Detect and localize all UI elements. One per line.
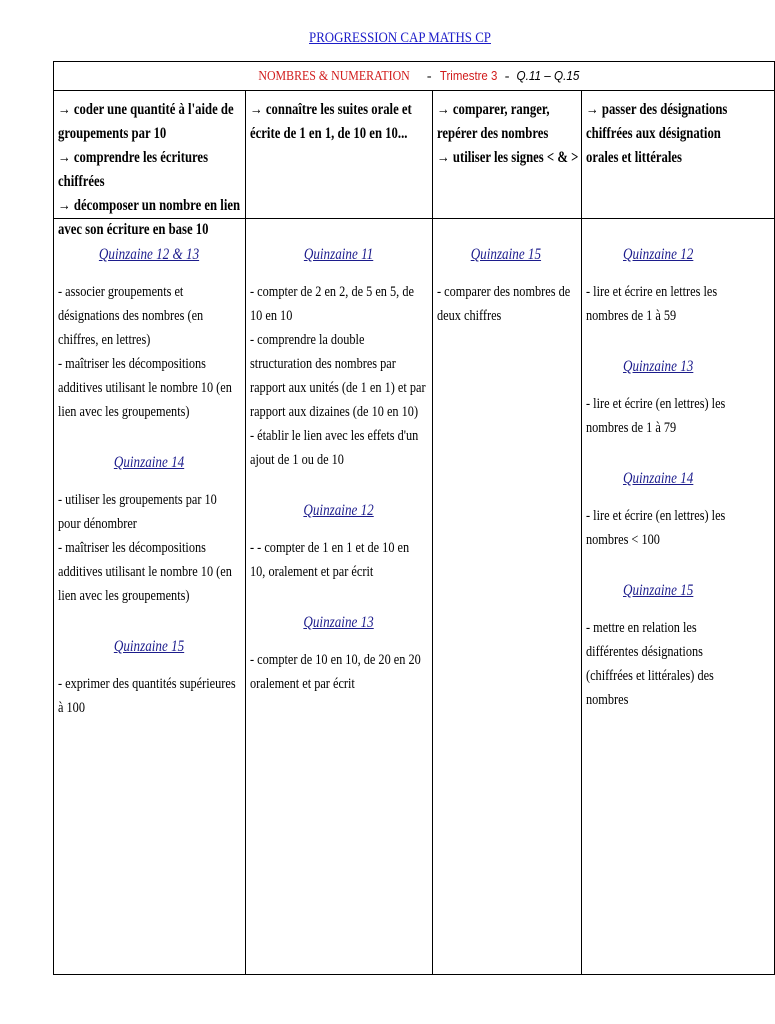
quinzaine-title: Quinzaine 15 [470, 246, 542, 263]
theme-label: NOMBRES & NUMERATION [258, 69, 410, 84]
progression-table [53, 61, 775, 975]
objectives-cell [437, 98, 579, 216]
quinzaine-block [250, 612, 427, 696]
quinzaine-block [586, 580, 730, 712]
content-cell [250, 244, 430, 969]
column-divider-2 [432, 90, 433, 975]
activity-item: - compter de 2 en 2, de 5 en 5, de 10 en 10 [250, 284, 414, 324]
quinzaine-title: Quinzaine 12 [303, 502, 374, 519]
content-cell [437, 244, 579, 969]
objectives-cell [250, 98, 430, 216]
activity-item: - établir le lien avec les effets d'un ajout de 1 ou de 10 [250, 428, 419, 468]
activity-item: - - compter de 1 en 1 et de 10 en 10, oralement et par écrit [250, 540, 410, 580]
objective-text: → comparer, ranger, repérer des nombres [437, 101, 550, 142]
document-title[interactable]: PROGRESSION CAP MATHS CP [309, 30, 491, 46]
quinzaine-title: Quinzaine 15 [113, 638, 185, 655]
objective-text: → utiliser les signes < & > [437, 149, 579, 166]
activity-item: - associer groupements et désignations des nombres (en chiffres, en lettres) [58, 284, 204, 348]
quinzaine-block [437, 244, 575, 328]
content-cell [586, 244, 772, 969]
quinzaine-title: Quinzaine 11 [303, 246, 374, 263]
activity-item: - maîtriser les décompositions additives utilisant le nombre 10 (en lien avec les groupements) [58, 356, 232, 420]
column-divider-3 [581, 90, 582, 975]
header-divider [54, 90, 774, 91]
activity-item: - comprendre la double structuration des nombres par rapport aux unités (de 1 en 1) et par rapport aux dizaines (de 10 en 10) [250, 332, 426, 420]
theme-dash: - [426, 69, 432, 84]
activity-item: - lire et écrire (en lettres) les nombres de 1 à 79 [586, 396, 726, 436]
quinzaine-title: Quinzaine 13 [622, 358, 694, 375]
trimestre-label: Trimestre 3 [439, 68, 497, 83]
quinzaine-title: Quinzaine 12 & 13 [98, 246, 200, 263]
activity-item: - maîtriser les décompositions additives utilisant le nombre 10 (en lien avec les groupements) [58, 540, 232, 604]
column-divider-1 [245, 90, 246, 975]
activity-item: - compter de 10 en 10, de 20 en 20 oralement et par écrit [250, 652, 421, 692]
weeks-range: Q.11 – Q.15 [516, 68, 580, 83]
objective-text: → coder une quantité à l'aide de groupements par 10 [58, 101, 234, 142]
activity-item: - lire et écrire (en lettres) les nombres < 100 [586, 508, 726, 548]
objective-text: → décomposer un nombre en lien avec son écriture en base 10 [58, 197, 241, 238]
objectives-cell [586, 98, 772, 216]
quinzaine-title: Quinzaine 15 [622, 582, 694, 599]
activity-item: - mettre en relation les différentes désignations (chiffrées et littérales) des nombres [586, 620, 714, 708]
objective-text: → comprendre les écritures chiffrées [58, 149, 209, 190]
quinzaine-title: Quinzaine 12 [622, 246, 694, 263]
quinzaine-block [586, 468, 730, 552]
objective-text: → connaître les suites orale et écrite de 1 en 1, de 10 en 10... [250, 101, 412, 142]
activity-item: - utiliser les groupements par 10 pour dénombrer [58, 492, 217, 532]
quinzaine-title: Quinzaine 13 [303, 614, 374, 631]
quinzaine-block [58, 636, 240, 720]
header-separator: - [504, 69, 510, 84]
quinzaine-block [58, 452, 240, 608]
quinzaine-block [58, 244, 240, 424]
quinzaine-block [250, 500, 427, 584]
quinzaine-title: Quinzaine 14 [622, 470, 694, 487]
objectives-cell [58, 98, 244, 238]
quinzaine-block [586, 244, 730, 328]
quinzaine-block [250, 244, 427, 472]
quinzaine-title: Quinzaine 14 [113, 454, 185, 471]
quinzaine-block [586, 356, 730, 440]
objective-text: → passer des désignations chiffrées aux désignation orales et littérales [586, 101, 728, 166]
activity-item: - exprimer des quantités supérieures à 100 [58, 676, 236, 716]
activity-item: - comparer des nombres de deux chiffres [437, 284, 571, 324]
content-cell [58, 244, 244, 969]
table-header [54, 62, 774, 90]
activity-item: - lire et écrire en lettres les nombres de 1 à 59 [586, 284, 718, 324]
